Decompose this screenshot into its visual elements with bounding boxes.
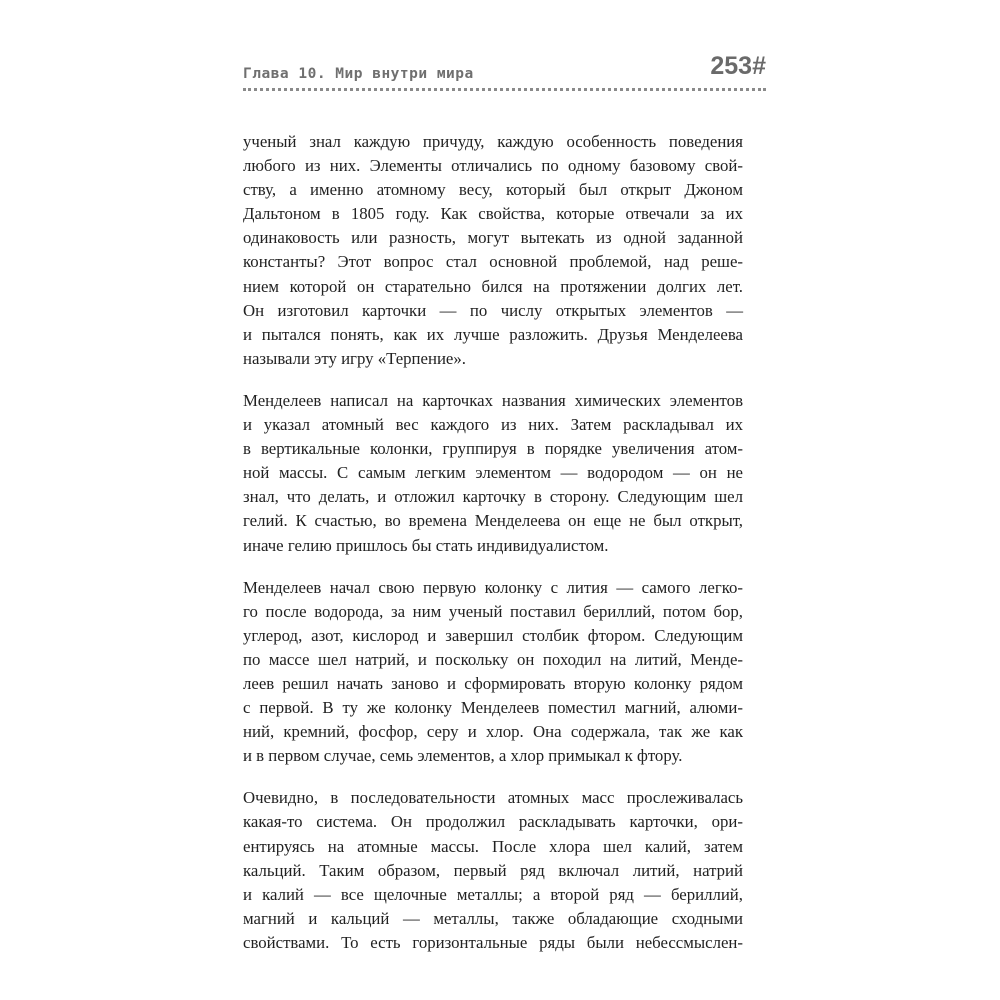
text-line: свойствами. То есть горизонтальные ряды были небессмыслен- [243, 932, 743, 952]
text-line: ученый знал каждую причуду, каждую особенность поведения [243, 132, 743, 151]
text-line: константы? Этот вопрос стал основной проблемой, над реше- [243, 252, 743, 272]
text-line: гелий. К счастью, во времена Менделеева он еще не был открыт, [243, 511, 743, 531]
page-number: 253# [710, 52, 766, 80]
text-line: одинаковость или разность, могут вытекать из одной заданной [243, 228, 743, 248]
running-head [243, 52, 766, 92]
paragraph [243, 389, 743, 558]
text-line: Очевидно, в последовательности атомных масс прослеживалась [243, 788, 743, 808]
text-line: и пытался понять, как их лучше разложить. Друзья Менделеева [243, 324, 743, 344]
text-line: ний, кремний, фосфор, серу и хлор. Она содержала, так же как [243, 722, 743, 742]
text-line: и калий — все щелочные металлы; а второй ряд — бериллий, [243, 884, 743, 904]
text-line: го после водорода, за ним ученый поставил бериллий, потом бор, [243, 601, 743, 621]
text-line: Он изготовил карточки — по числу открытых элементов — [243, 300, 743, 320]
chapter-title: Глава 10. Мир внутри мира [243, 66, 474, 82]
text-line: знал, что делать, и отложил карточку в сторону. Следующим шел [243, 487, 743, 507]
text-line: называли эту игру «Терпение». [243, 348, 466, 368]
text-line: в вертикальные колонки, группируя в порядке увеличения атом- [243, 439, 743, 459]
text-line: нием которой он старательно бился на протяжении долгих лет. [243, 276, 743, 296]
text-line: ству, а именно атомному весу, который был открыт Джоном [243, 180, 743, 200]
body-text [243, 130, 743, 973]
text-line: углерод, азот, кислород и завершил столбик фтором. Следующим [243, 625, 743, 645]
text-line: ной массы. С самым легким элементом — водородом — он не [243, 463, 743, 483]
text-line: и указал атомный вес каждого из них. Затем раскладывал их [243, 415, 743, 435]
text-line: по массе шел натрий, и поскольку он походил на литий, Менде- [243, 649, 743, 669]
text-line: с первой. В ту же колонку Менделеев поместил магний, алюми- [243, 698, 743, 718]
text-line: ентируясь на атомные массы. После хлора шел калий, затем [243, 836, 743, 856]
text-line: магний и кальций — металлы, также обладающие сходными [243, 908, 743, 928]
header-dotted-rule [243, 88, 766, 91]
text-line: любого из них. Элементы отличались по одному базовому свой- [243, 156, 743, 176]
paragraph [243, 576, 743, 769]
text-line: леев решил начать заново и сформировать вторую колонку рядом [243, 673, 743, 693]
text-line: иначе гелию пришлось бы стать индивидуалистом. [243, 535, 609, 555]
text-line: и в первом случае, семь элементов, а хлор примыкал к фтору. [243, 746, 683, 766]
paragraph [243, 130, 743, 371]
text-line: кальций. Таким образом, первый ряд включал литий, натрий [243, 860, 743, 880]
text-line: Менделеев начал свою первую колонку с лития — самого легко- [243, 577, 743, 597]
text-line: какая-то система. Он продолжил раскладывать карточки, ори- [243, 812, 743, 832]
paragraph [243, 786, 743, 955]
text-line: Менделеев написал на карточках названия химических элементов [243, 390, 743, 410]
text-line: Дальтоном в 1805 году. Как свойства, которые отвечали за их [243, 204, 743, 224]
